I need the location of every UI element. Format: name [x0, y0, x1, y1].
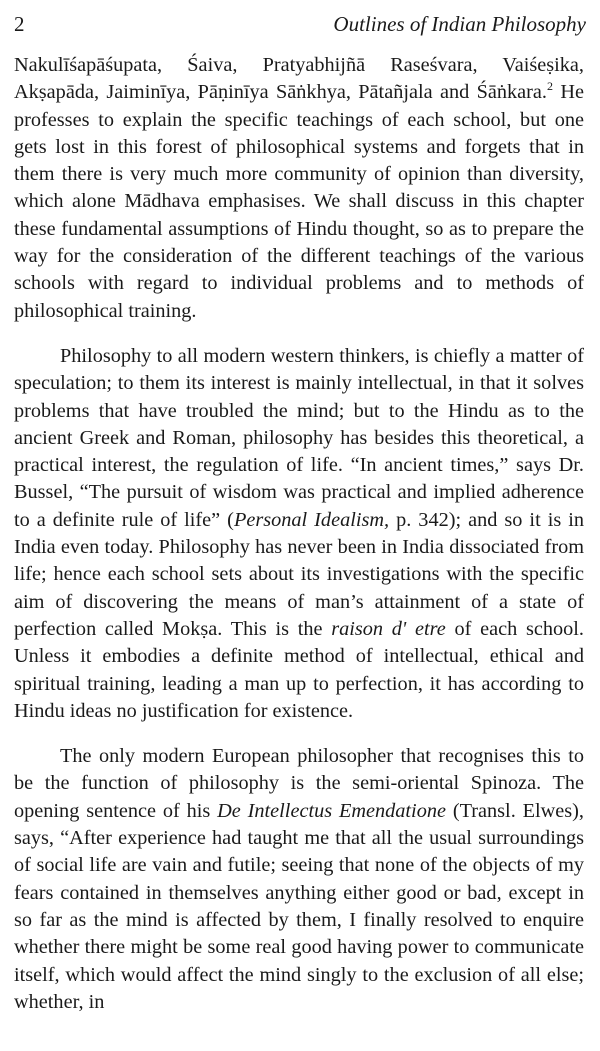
running-title: Outlines of Indian Philosophy	[333, 12, 586, 36]
text-segment: Philosophy to all modern western thinkers, is chiefly a matter of speculation; to them its interest is mainly intellectual, in that it solves problems that have troubled the mind; but to the Hindu as to the ancient Greek and Roman, philosophy has besides this theoretical, a practical interest, the regulation of life. “In ancient times,” says Dr. Bussel, “The pursuit of wisdom was practical and implied adherence to a definite rule of life” (	[14, 344, 584, 531]
running-header	[14, 12, 586, 42]
italic-text: De Intellectus Emendatione	[217, 799, 446, 822]
footnote-marker: 2	[547, 79, 553, 94]
paragraph	[14, 52, 584, 325]
italic-text: raison d' etre	[331, 617, 446, 640]
page-number: 2	[14, 12, 25, 36]
paragraph	[14, 743, 584, 1016]
text-segment: He professes to explain the specific teachings of each school, but one gets lost in this forest of philosophical systems and forgets that in them there is very much more community of opinion than diversity, which alone Mādhava emphasises. We shall discuss in this chapter these fundamental assumptions of Hindu thought, so as to prepare the way for the consideration of the different teachings of the various schools with regard to individual problems and to methods of philosophical training.	[14, 81, 585, 322]
paragraph	[14, 343, 584, 725]
text-segment: of each school. Unless it embodies a definite method of intellectual, ethical and spiritual training, leading a man up to perfection, it has according to Hindu ideas no justification for existence.	[14, 617, 584, 722]
text-segment: p. 342); and so it is in India even today. Philosophy has never been in India dissociated from life; hence each school sets about its investigations with the specific aim of discovering the means of man’s attainment of a state of perfection called Mokṣa. This is the	[14, 508, 585, 640]
text-segment: Nakulīśapāśupata, Śaiva, Pratyabhijñā Raseśvara, Vaiśeṣika, Akṣapāda, Jaiminīya, Pāṇinīya Sāṅkhya, Pātañjala and Śāṅkara.	[14, 54, 584, 104]
italic-text: Personal Idealism,	[233, 508, 390, 531]
text-segment: The only modern European philosopher that recognises this to be the function of philosophy is the semi-oriental Spinoza. The opening sentence of his	[14, 745, 584, 822]
text-segment: (Transl. Elwes), says, “After experience had taught me that all the usual surroundings of social life are vain and futile; seeing that none of the objects of my fears contained in themselves anything either good or bad, except in so far as the mind is affected by them, I finally resolved to enquire whether there might be some real good having power to communicate itself, which would affect the mind singly to the exclusion of all else; whether, in	[14, 799, 585, 1013]
body-text	[14, 52, 584, 1016]
